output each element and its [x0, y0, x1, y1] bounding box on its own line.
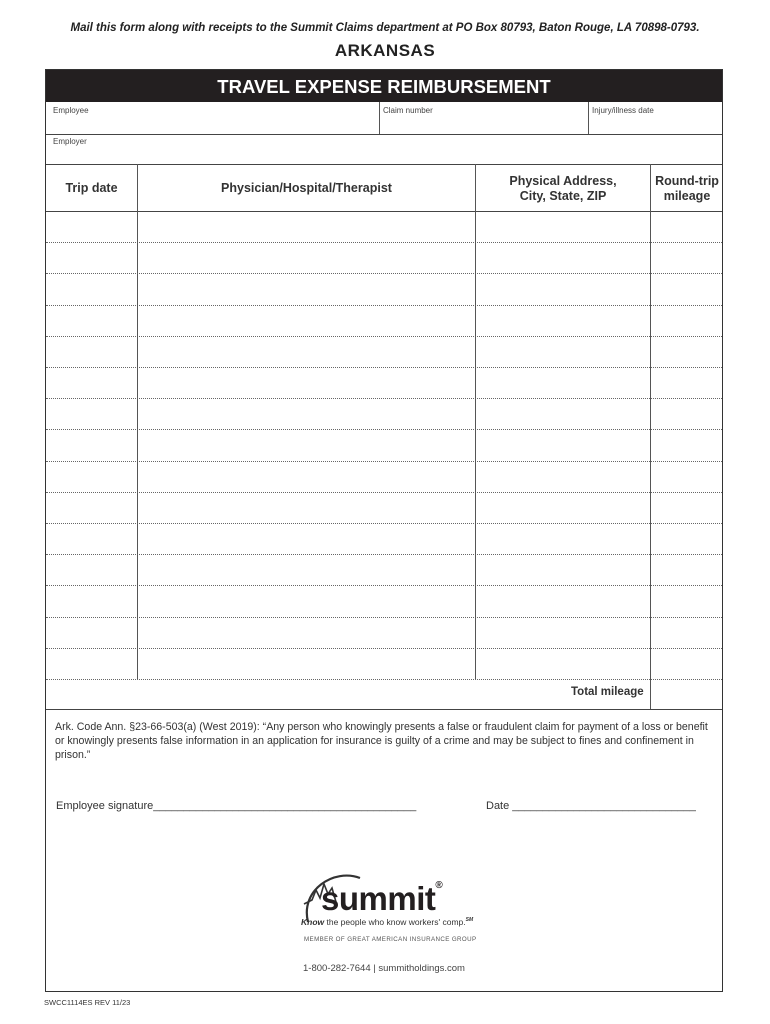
header-rule	[46, 211, 722, 212]
employee-label: Employee	[53, 106, 89, 115]
col-address-line2: City, State, ZIP	[519, 189, 607, 203]
col-mileage	[651, 174, 723, 204]
form-title: TRAVEL EXPENSE REIMBURSEMENT	[46, 70, 722, 102]
brand-wordmark	[321, 880, 442, 918]
col-mileage-line1: Round-trip	[655, 174, 719, 188]
field-rule	[46, 134, 722, 135]
contact-separator: |	[373, 963, 376, 974]
total-rule	[46, 709, 722, 710]
brand-name: summit	[321, 880, 436, 917]
column-rule	[650, 164, 651, 679]
row-rule	[46, 429, 722, 430]
row-rule	[46, 305, 722, 306]
row-rule	[46, 523, 722, 524]
tagline-know: Know	[301, 917, 325, 927]
row-rule	[46, 617, 722, 618]
field-rule	[46, 164, 722, 165]
col-address	[476, 174, 650, 204]
col-provider: Physician/Hospital/Therapist	[221, 181, 392, 195]
statute-notice: Ark. Code Ann. §23-66-503(a) (West 2019): “Any person who knowingly presents a false or fraudulent claim for payment of a loss or benefit or knowingly presents false information in an application for insurance is guilty of a crime and may be subject to fines and confinement in prison.”	[55, 721, 708, 761]
tagline	[301, 917, 473, 927]
col-address-line1: Physical Address,	[509, 174, 617, 188]
website-link: summitholdings.com	[378, 963, 465, 974]
claim-number-label: Claim number	[383, 106, 433, 115]
member-line: MEMBER OF GREAT AMERICAN INSURANCE GROUP	[304, 936, 477, 943]
row-rule	[46, 367, 722, 368]
row-rule	[46, 585, 722, 586]
col-mileage-line2: mileage	[663, 189, 711, 203]
phone-number: 1-800-282-7644	[303, 963, 371, 974]
date-line[interactable]: Date ______________________________	[486, 800, 696, 812]
column-rule	[137, 164, 138, 679]
state-title: ARKANSAS	[334, 41, 436, 60]
total-box-rule	[650, 679, 651, 709]
registered-mark: ®	[435, 880, 443, 891]
mail-instructions: Mail this form along with receipts to the Summit Claims department at PO Box 80793, Baton Rouge, LA 70898-0793.	[70, 22, 700, 34]
service-mark: SM	[465, 917, 474, 923]
field-divider	[379, 102, 380, 134]
row-rule	[46, 273, 722, 274]
row-rule	[46, 648, 722, 649]
row-rule	[46, 461, 722, 462]
reimbursement-form	[45, 69, 723, 992]
row-rule	[46, 398, 722, 399]
column-rule	[475, 164, 476, 679]
col-trip-date: Trip date	[65, 181, 118, 195]
row-rule	[46, 242, 722, 243]
tagline-rest: the people who know workers' comp.	[324, 917, 466, 927]
row-rule	[46, 336, 722, 337]
total-mileage-label: Total mileage	[571, 686, 644, 698]
contact-line	[46, 963, 722, 974]
employer-label: Employer	[53, 137, 87, 146]
row-rule	[46, 679, 722, 680]
row-rule	[46, 492, 722, 493]
injury-date-label: Injury/illness date	[592, 106, 654, 115]
row-rule	[46, 554, 722, 555]
form-number: SWCC1114ES REV 11/23	[44, 998, 131, 1007]
field-divider	[588, 102, 589, 134]
employee-signature-line[interactable]: Employee signature___________________________________________	[56, 800, 417, 812]
